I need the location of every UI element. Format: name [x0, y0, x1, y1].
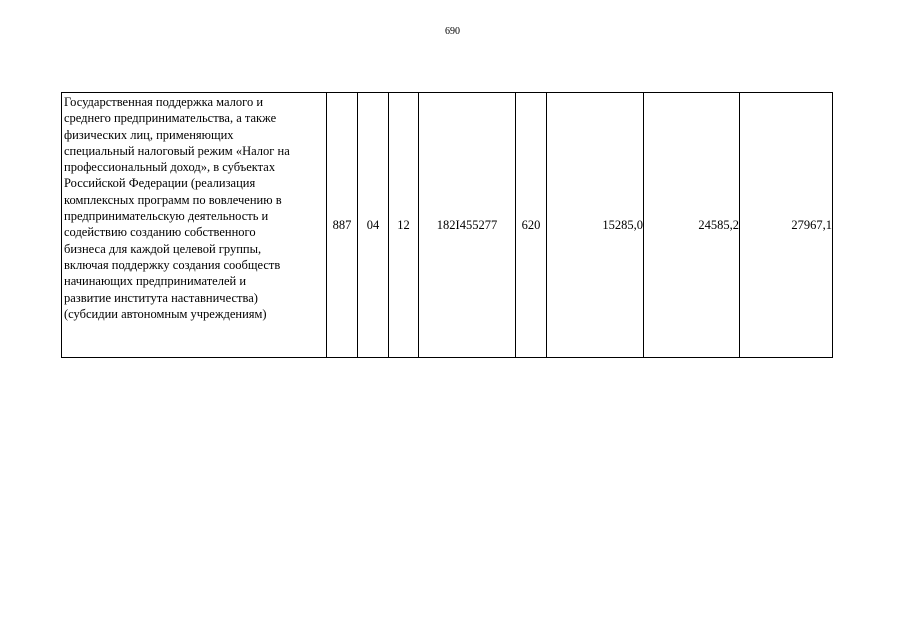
name-line: Государственная поддержка малого и [64, 95, 264, 109]
name-line: физических лиц, применяющих [64, 127, 234, 142]
cell-section: 04 [358, 93, 389, 358]
name-line: комплексных программ по вовлечению в [64, 192, 282, 207]
name-line: развитие института наставничества) [64, 290, 258, 305]
cell-amount-3: 27967,1 [740, 93, 833, 358]
cell-target-article: 182I455277 [419, 93, 516, 358]
cell-amount-1: 15285,0 [547, 93, 644, 358]
name-line: включая поддержку создания сообществ [64, 257, 281, 272]
cell-ministry-code: 887 [327, 93, 358, 358]
cell-amount-2: 24585,2 [644, 93, 740, 358]
name-line: содействию созданию собственного [64, 225, 256, 240]
table-row [62, 93, 833, 358]
name-line: предпринимательскую деятельность и [64, 209, 269, 224]
cell-subsection: 12 [389, 93, 419, 358]
name-line: среднего предпринимательства, а также [64, 111, 277, 126]
cell-expense-type: 620 [516, 93, 547, 358]
name-line: бизнеса для каждой целевой группы, [64, 241, 262, 256]
name-line: профессиональный доход», в субъектах [64, 160, 276, 175]
budget-table [61, 92, 833, 358]
cell-name [62, 93, 327, 358]
name-line: специальный налоговый режим «Налог на [64, 143, 290, 158]
name-line: Российской Федерации (реализация [64, 176, 256, 191]
name-line: начинающих предпринимателей и [64, 274, 247, 289]
name-line: (субсидии автономным учреждениям) [64, 306, 267, 321]
page-number: 690 [445, 26, 460, 37]
